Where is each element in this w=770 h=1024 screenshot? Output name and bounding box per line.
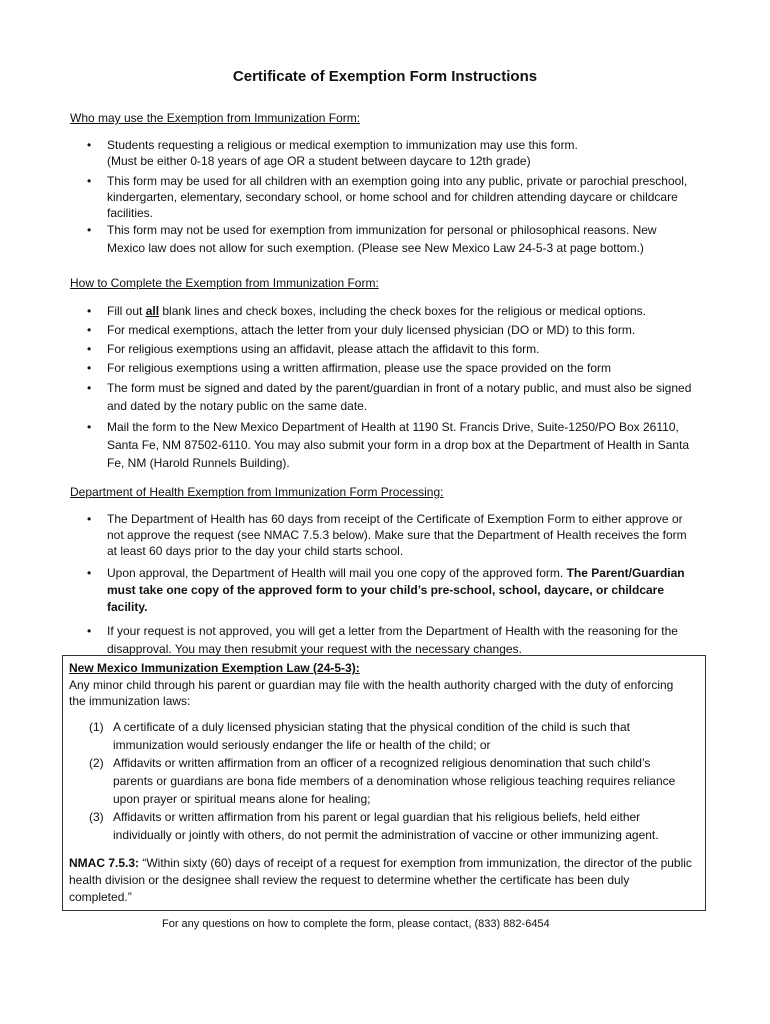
list-item-text: The form must be signed and dated by the parent/guardian in front of a notary public, and must also be signed and dated by the notary public on the same date. xyxy=(107,381,692,413)
bullet-icon: • xyxy=(87,342,92,356)
law-item-number: (1) xyxy=(89,720,104,734)
list-item-text: This form may not be used for exemption from immunization for personal or philosophical reasons. New Mexico law does not allow for such exemption. (Please see New Mexico Law 24-5-3 at page bottom.) xyxy=(107,223,657,255)
list-item-text: Upon approval, the Department of Health will mail you one copy of the approved form. xyxy=(107,566,567,580)
law-item xyxy=(89,754,689,808)
law-box xyxy=(62,655,706,911)
bullet-icon: • xyxy=(87,566,92,580)
bullet-icon: • xyxy=(87,304,92,318)
processing-heading: Department of Health Exemption from Immunization Form Processing: xyxy=(70,485,444,499)
law-item xyxy=(89,808,689,844)
list-item-text: For religious exemptions using an affidavit, please attach the affidavit to this form. xyxy=(107,342,540,356)
list-item xyxy=(70,360,697,376)
list-item xyxy=(70,418,697,472)
who-heading: Who may use the Exemption from Immunization Form: xyxy=(70,111,361,125)
bullet-icon: • xyxy=(87,512,92,526)
law-item-text: A certificate of a duly licensed physician stating that the physical condition of the child is such that immunization would seriously endanger the life or health of the child; or xyxy=(113,720,630,752)
law-heading: New Mexico Immunization Exemption Law (24-5-3): xyxy=(69,661,360,675)
processing-list xyxy=(70,511,697,658)
law-item-number: (2) xyxy=(89,756,104,770)
law-item-text: Affidavits or written affirmation from his parent or legal guardian that his religious beliefs, held either individually or jointly with others, do not permit the administration of vaccine or other immunizing agent. xyxy=(113,810,659,842)
how-list xyxy=(70,303,697,472)
list-item xyxy=(70,379,697,415)
who-list xyxy=(70,137,697,257)
list-item-text: This form may be used for all children with an exemption going into any public, private or parochial preschool, kindergarten, elementary, secondary school, or home school and for children attending daycare or childcare facilities. xyxy=(107,174,688,220)
list-item-note: (Must be either 0-18 years of age OR a student between daycare to 12th grade) xyxy=(107,154,531,168)
list-item xyxy=(70,322,697,338)
contact-footer: For any questions on how to complete the form, please contact, (833) 882-6454 xyxy=(162,918,550,930)
list-item xyxy=(70,303,697,319)
nmac-quote: “Within sixty (60) days of receipt of a request for exemption from immunization, the director of the public health division or the designee shall review the request to determine whether the certificate has been duly completed.” xyxy=(69,856,692,904)
law-intro: Any minor child through his parent or guardian may file with the health authority charged with the duty of enforcing the immunization laws: xyxy=(69,678,674,708)
emphasis-all: all xyxy=(145,304,160,318)
nmac-label: NMAC 7.5.3: xyxy=(69,856,140,870)
bullet-icon: • xyxy=(87,138,92,152)
bullet-icon: • xyxy=(87,223,92,237)
law-item-text: Affidavits or written affirmation from an officer of a recognized religious denomination that such child’s parents or guardians are bona fide members of a denomination whose religious teaching requires reliance upon prayer or spiritual means alone for healing; xyxy=(113,756,676,806)
bullet-icon: • xyxy=(87,420,92,434)
list-item-text: Mail the form to the New Mexico Department of Health at 1190 St. Francis Drive, Suite-1250/PO Box 26110, Santa Fe, NM 87502-6110. You may also submit your form in a drop box at the Department of Health in Santa Fe, NM (Harold Runnels Building). xyxy=(107,420,690,470)
list-item xyxy=(70,137,697,169)
list-item xyxy=(70,622,697,658)
law-items-list xyxy=(89,718,689,844)
bullet-icon: • xyxy=(87,361,92,375)
bullet-icon: • xyxy=(87,323,92,337)
list-item xyxy=(70,221,697,257)
list-item xyxy=(70,341,697,357)
list-item xyxy=(70,565,697,616)
emphasis-parent-guardian: The Parent/Guardian must take one copy of the approved form to your child’s pre-school, school, daycare, or childcare facility. xyxy=(107,566,685,614)
list-item-text: If your request is not approved, you will get a letter from the Department of Health with the reasoning for the disapproval. You may then resubmit your request with the necessary changes. xyxy=(107,624,678,656)
nmac-text xyxy=(69,855,694,906)
law-item-number: (3) xyxy=(89,810,104,824)
list-item xyxy=(70,173,697,221)
how-heading: How to Complete the Exemption from Immunization Form: xyxy=(70,276,379,290)
law-item xyxy=(89,718,689,754)
list-item-text: The Department of Health has 60 days from receipt of the Certificate of Exemption Form to either approve or not approve the request (see NMAC 7.5.3 below). Make sure that the Department of Health receives the form at least 60 days prior to the day your child starts school. xyxy=(107,512,687,558)
list-item xyxy=(70,511,697,559)
list-item-text-pre: Fill out xyxy=(107,304,146,318)
list-item-text: For religious exemptions using a written affirmation, please use the space provided on the form xyxy=(107,361,612,375)
page-title: Certificate of Exemption Form Instructions xyxy=(232,68,538,85)
bullet-icon: • xyxy=(87,174,92,188)
bullet-icon: • xyxy=(87,624,92,638)
list-item-text-post: blank lines and check boxes, including the check boxes for the religious or medical options. xyxy=(159,304,646,318)
list-item-text: Students requesting a religious or medical exemption to immunization may use this form. xyxy=(107,138,578,152)
list-item-text: For medical exemptions, attach the letter from your duly licensed physician (DO or MD) to this form. xyxy=(107,323,636,337)
bullet-icon: • xyxy=(87,381,92,395)
